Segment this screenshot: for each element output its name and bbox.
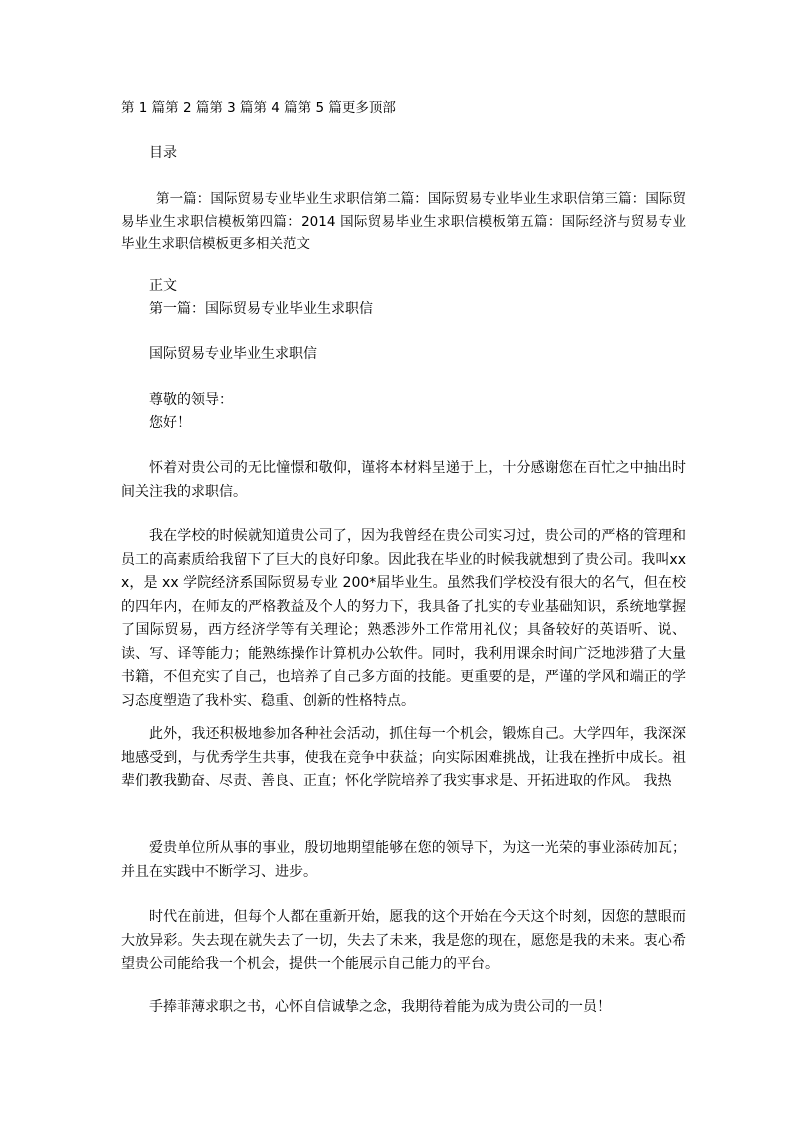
nav-chapter-2-link[interactable]: 第 2 篇: [165, 100, 210, 116]
letter-title: 国际贸易专业毕业生求职信: [149, 346, 317, 362]
paragraph-5: 时代在前进，但每个人都在重新开始，愿我的这个开始在今天这个时刻，因您的慧眼而大放异彩。失去现在就失去了一切，失去了未来，我是您的现在，愿您是我的未来。衷心希望贵公司能给我一个机会，提供一个能展示自己能力的平台。: [121, 909, 686, 972]
greeting: 您好！: [149, 415, 191, 431]
paragraph-4: 爱贵单位所从事的事业，殷切地期望能够在您的领导下，为这一光荣的事业添砖加瓦；并且在实践中不断学习、进步。: [121, 840, 686, 880]
paragraph-6: 手捧菲薄求职之书，心怀自信诚挚之念，我期待着能为成为贵公司的一员！: [149, 999, 611, 1015]
nav-top-link[interactable]: 顶部: [368, 100, 396, 116]
toc-heading: 目录: [149, 145, 177, 161]
nav-more-link[interactable]: 更多: [341, 100, 369, 116]
paragraph-3: 此外，我还积极地参加各种社会活动，抓住每一个机会，锻炼自己。大学四年，我深深地感受到，与优秀学生共事，使我在竞争中获益；向实际困难挑战，让我在挫折中成长。祖辈们教我勤奋、尽责、善良、正直；怀化学院培养了我实事求是、开拓进取的作风。 我热: [121, 726, 686, 789]
nav-chapter-1-link[interactable]: 第 1 篇: [121, 100, 166, 116]
paragraph-2: 我在学校的时候就知道贵公司了，因为我曾经在贵公司实习过，贵公司的严格的管理和员工的高素质给我留下了巨大的良好印象。因此我在毕业的时候我就想到了贵公司。我叫xxx，是 xx 学院经济系国际贸易专业 200*届毕业生。虽然我们学校没有很大的名气，但在校的四年内，在师友的严格教益及个人的努力下，我具备了扎实的专业基础知识，系统地掌握了国际贸易，西方经济学等有关理论；熟悉涉外工作常用礼仪；具备较好的英语听、说、读、写、译等能力；能熟练操作计算机办公软件。同时，我利用课余时间广泛地涉猎了大量书籍，不但充实了自己，也培养了自己多方面的技能。更重要的是，严谨的学风和端正的学习态度塑造了我朴实、稳重、创新的性格特点。: [121, 528, 686, 709]
nav-chapter-3-link[interactable]: 第 3 篇: [209, 100, 254, 116]
paragraph-1: 怀着对贵公司的无比憧憬和敬仰，谨将本材料呈递于上，十分感谢您在百忙之中抽出时间关注我的求职信。: [121, 460, 686, 500]
nav-chapter-4-link[interactable]: 第 4 篇: [253, 100, 298, 116]
body-heading: 正文: [149, 278, 177, 294]
salutation: 尊敬的领导：: [149, 392, 233, 408]
nav-chapter-5-link[interactable]: 第 5 篇: [297, 100, 342, 116]
chapter-nav: [121, 98, 396, 118]
chapter-title: 第一篇：国际贸易专业毕业生求职信: [149, 301, 373, 317]
toc-text: 第一篇：国际贸易专业毕业生求职信第二篇：国际贸易专业毕业生求职信第三篇：国际贸易毕业生求职信模板第四篇：2014 国际贸易毕业生求职信模板第五篇：国际经济与贸易专业毕业生求职信模板更多相关范文: [121, 191, 686, 252]
